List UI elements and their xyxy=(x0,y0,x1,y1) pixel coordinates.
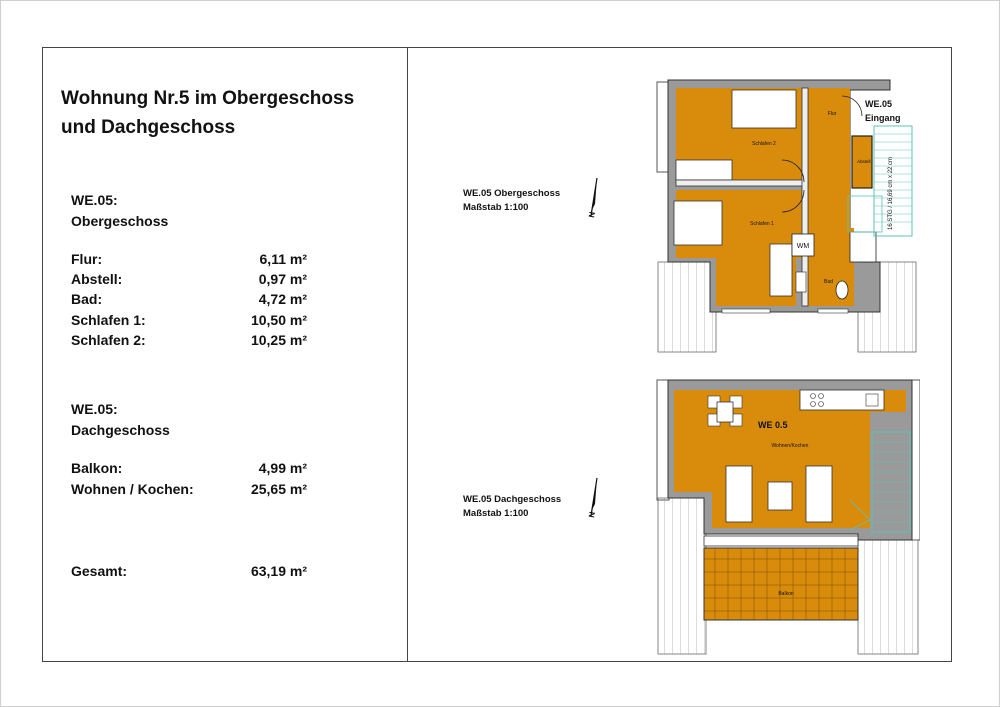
wardrobe-icon xyxy=(676,160,732,180)
area-row-flur xyxy=(71,251,307,271)
label-schlafen-2: Schlafen 2 xyxy=(752,141,776,147)
sofa-icon xyxy=(806,466,832,522)
roof-strip xyxy=(657,380,669,500)
svg-text:N: N xyxy=(587,211,597,219)
area-row-balkon xyxy=(71,460,307,480)
og-caption-scale: Maßstab 1:100 xyxy=(463,202,529,213)
title-line-1: Wohnung Nr.5 im Obergeschoss xyxy=(61,88,355,109)
area-row-bad xyxy=(71,291,307,311)
svg-text:N: N xyxy=(587,511,597,519)
wm-label: WM xyxy=(796,243,810,250)
area-row-abstell xyxy=(71,271,307,291)
area-label: Balkon: xyxy=(71,460,123,476)
label-balkon: Balkon xyxy=(778,591,794,597)
dg-heading-floor: Dachgeschoss xyxy=(71,422,170,438)
area-label: Schlafen 2: xyxy=(71,332,146,348)
label-abstell: Abstell xyxy=(857,159,871,164)
area-label: Bad: xyxy=(71,291,103,307)
shower-icon xyxy=(850,232,876,262)
bed-icon xyxy=(732,90,796,128)
area-row-schlafen-2 xyxy=(71,332,307,352)
inner-wall xyxy=(676,180,808,186)
floor-plan-obergeschoss xyxy=(650,74,920,354)
area-value: 0,97 m² xyxy=(258,271,307,287)
og-caption-title: WE.05 Obergeschoss xyxy=(463,188,561,199)
window-icon xyxy=(722,309,770,313)
area-label: Flur: xyxy=(71,251,103,267)
coffee-table-icon xyxy=(768,482,792,510)
total-label: Gesamt: xyxy=(71,563,128,579)
label-schlafen-1: Schlafen 1 xyxy=(750,221,774,227)
north-arrow-icon xyxy=(583,176,607,224)
title-line-2: und Dachgeschoss xyxy=(61,117,236,138)
area-row-schlafen-1 xyxy=(71,312,307,332)
window-icon xyxy=(818,309,848,313)
og-unit-label: WE.05 xyxy=(865,99,893,109)
area-label: Schlafen 1: xyxy=(71,312,146,328)
sink-icon xyxy=(796,272,806,292)
area-value: 25,65 m² xyxy=(250,481,307,497)
room-flur xyxy=(808,88,850,228)
area-label: Abstell: xyxy=(71,271,123,287)
area-value: 10,50 m² xyxy=(250,312,307,328)
area-value: 6,11 m² xyxy=(259,251,307,267)
roof-strip xyxy=(657,82,669,172)
frame-divider xyxy=(407,47,408,662)
dg-heading-unit: WE.05: xyxy=(71,401,118,417)
roof-strip xyxy=(912,380,920,540)
dg-caption-title: WE.05 Dachgeschoss xyxy=(463,494,562,505)
entrance-label: Eingang xyxy=(865,113,901,123)
area-value: 4,72 m² xyxy=(258,291,307,307)
label-wohnen-kochen: Wohnen/Kochen xyxy=(771,443,809,449)
kitchen-counter-icon xyxy=(800,390,884,410)
area-row-total xyxy=(71,563,307,583)
floor-plan-dachgeschoss xyxy=(650,376,920,656)
sofa-icon xyxy=(726,466,752,522)
page-title xyxy=(61,84,354,142)
total-value: 63,19 m² xyxy=(250,563,307,579)
area-row-wohnen-kochen xyxy=(71,481,307,501)
roof-hatch-left xyxy=(658,498,706,654)
og-heading-floor: Obergeschoss xyxy=(71,213,169,229)
roof-hatch-right xyxy=(858,540,918,654)
roof-hatch-left xyxy=(658,262,716,352)
label-flur: Flur xyxy=(827,111,837,117)
north-arrow-icon xyxy=(583,476,607,524)
stairs-label: 16 STG / 16,69 cm x 22 cm xyxy=(888,156,894,230)
dg-unit-label: WE 0.5 xyxy=(758,420,788,430)
area-value: 4,99 m² xyxy=(258,460,307,476)
label-bad: Bad xyxy=(824,279,833,285)
dg-caption-scale: Maßstab 1:100 xyxy=(463,508,529,519)
balcony xyxy=(704,548,858,620)
bed-icon xyxy=(674,201,722,245)
balcony-door xyxy=(704,536,858,546)
wardrobe-icon xyxy=(770,244,792,296)
og-heading xyxy=(71,190,168,232)
og-plan-caption xyxy=(463,187,560,215)
area-label: Wohnen / Kochen: xyxy=(71,481,194,497)
og-heading-unit: WE.05: xyxy=(71,192,118,208)
dg-heading xyxy=(71,399,170,441)
area-value: 10,25 m² xyxy=(250,332,307,348)
toilet-icon xyxy=(836,281,848,299)
dg-plan-caption xyxy=(463,493,561,521)
